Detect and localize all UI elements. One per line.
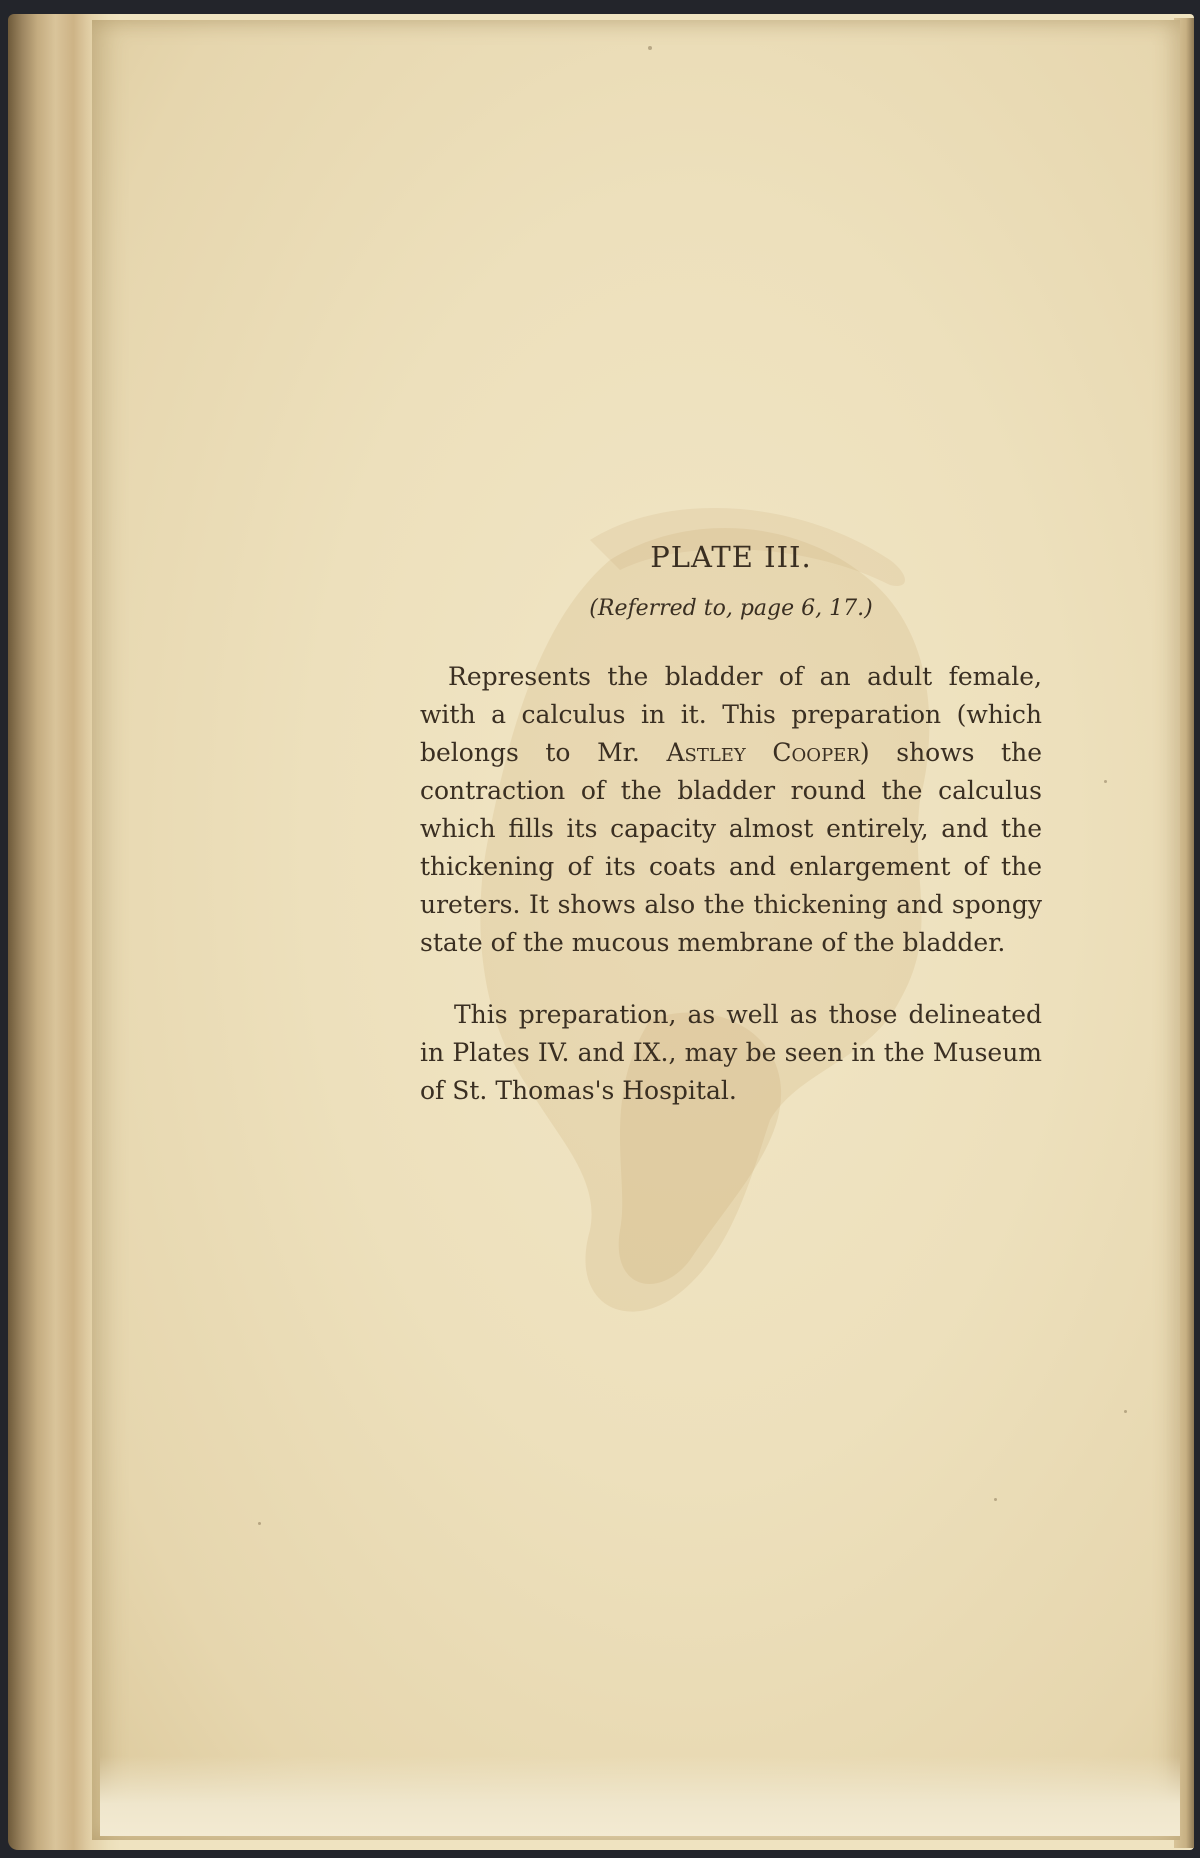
paper-speck: [648, 46, 652, 50]
description-text-start: Represents the bladder of an adult female, with a calculus in it. This preparation (which belongs to Mr.: [420, 662, 1042, 767]
paper-speck: [1124, 1410, 1127, 1413]
page-bottom-edge: [100, 1756, 1180, 1836]
description-paragraph: [420, 658, 1042, 962]
museum-paragraph: This preparation, as well as those delineated in Plates IV. and IX., may be seen in the Museum of St. Thomas's Hospital.: [420, 1000, 1042, 1105]
paper-speck: [994, 1498, 997, 1501]
person-name: Astley Cooper: [666, 738, 860, 767]
plate-reference: (Referred to, page 6, 17.): [589, 596, 873, 621]
description-text-end: ) shows the contraction of the bladder round the calculus which fills its capacity almost entirely, and the thickening of its coats and enlargement of the ureters. It shows also the thickening and spongy state of the mucous membrane of the bladder.: [420, 738, 1042, 957]
plate-description: [420, 540, 1042, 1110]
plate-title: PLATE III.: [650, 540, 812, 574]
paper-speck: [1104, 780, 1107, 783]
paper-speck: [258, 1522, 261, 1525]
